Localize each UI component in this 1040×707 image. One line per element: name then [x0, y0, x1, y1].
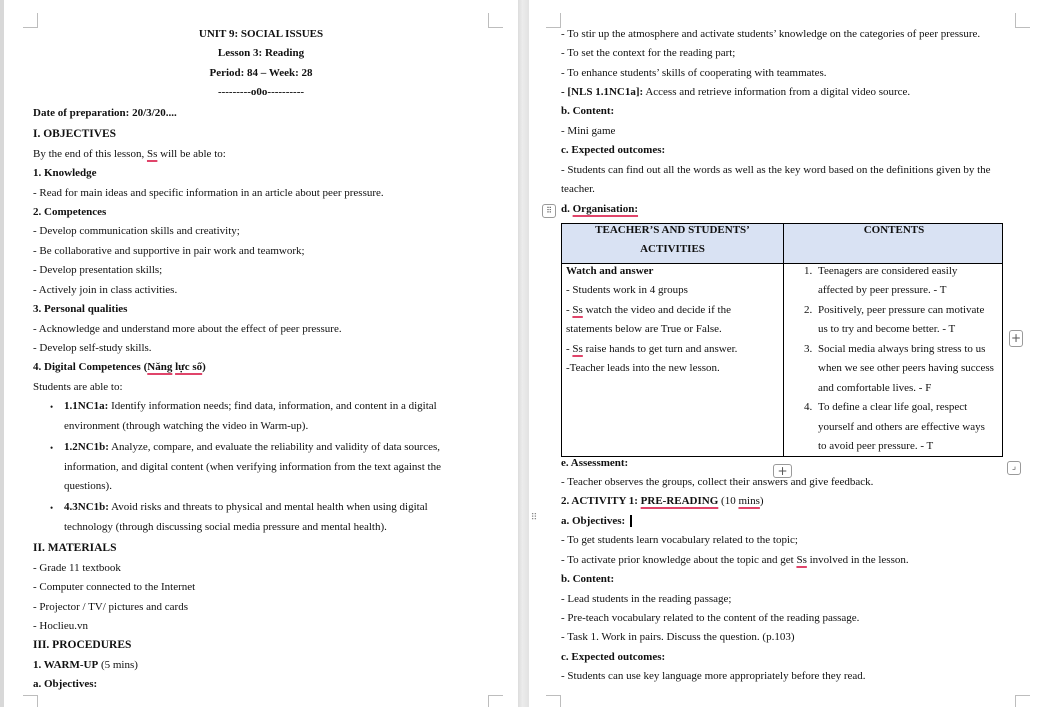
competence-item: - Develop presentation skills;	[33, 264, 163, 276]
statement-text: when we see other peers having success	[818, 362, 994, 374]
objectives-intro: By the end of this lesson, Ss will be able to:	[33, 148, 226, 160]
crop-mark-top-right	[488, 13, 503, 28]
crop-mark-bottom-left	[23, 695, 38, 707]
date-of-preparation: Date of preparation: 20/3/20....	[33, 107, 177, 119]
dc-item-line: information, and digital content (when verifying information from the text against the	[64, 461, 441, 473]
dc-item-line: 1.2NC1b: Analyze, compare, and evaluate the reliability and validity of data sources,	[64, 441, 441, 453]
material-item: - Computer connected to the Internet	[33, 581, 196, 593]
crop-mark-bottom-right	[488, 695, 503, 707]
material-item: - Grade 11 textbook	[33, 562, 121, 574]
statement-text: Teenagers are considered easily	[818, 265, 958, 277]
crop-mark-bottom-left	[546, 695, 561, 707]
table-move-handle[interactable]: ⠿	[542, 204, 556, 218]
separator: ---------o0o----------	[217, 86, 305, 98]
statement-text: affected by peer pressure. - T	[818, 284, 947, 296]
table-resize-handle[interactable]: ⌟	[1007, 461, 1021, 475]
competence-item: - Be collaborative and supportive in pair work and teamwork;	[33, 245, 305, 257]
knowledge-item: - Read for main ideas and specific information in an article about peer pressure.	[33, 187, 384, 199]
spelling-flag[interactable]: Ss	[572, 304, 583, 316]
section-procedures: III. PROCEDURES	[33, 639, 132, 651]
statement-number: 3.	[804, 343, 813, 355]
activity-title: Watch and answer	[566, 265, 654, 277]
document-page-left[interactable]	[4, 0, 518, 707]
crop-mark-top-right	[1015, 13, 1030, 28]
digital-competences-heading: 4. Digital Competences (Năng lực số)	[33, 361, 206, 373]
column-divider[interactable]	[783, 224, 784, 456]
dc-item-line: 1.1NC1a: Identify information needs; find data, information, and content in a digital	[64, 400, 437, 412]
statement-text: yourself and others are effective ways	[818, 421, 985, 433]
period-info: Period: 84 – Week: 28	[209, 67, 313, 79]
competence-item: - Develop communication skills and creativity;	[33, 225, 240, 237]
objectives-heading: a. Objectives:	[33, 678, 98, 690]
statement-number: 2.	[804, 304, 813, 316]
statement-number: 4.	[804, 401, 813, 413]
dc-item-line: technology (through discussing social media pressure and mental health).	[64, 521, 387, 533]
header-contents: CONTENTS	[863, 224, 925, 236]
digital-competences-intro: Students are able to:	[33, 381, 123, 393]
objective-item: - To enhance students’ skills of cooperating with teammates.	[561, 67, 827, 79]
objective-item: - To stir up the atmosphere and activate students’ knowledge on the categories of peer pressure.	[561, 28, 981, 40]
text-cursor	[630, 515, 632, 527]
crop-mark-top-left	[23, 13, 38, 28]
knowledge-heading: 1. Knowledge	[33, 167, 97, 179]
statement-text: to avoid peer pressure. - T	[818, 440, 934, 452]
statement-text: and comfortable lives. - F	[818, 382, 932, 394]
organisation-heading: d. Organisation:	[561, 203, 639, 215]
crop-mark-bottom-right	[1015, 695, 1030, 707]
spelling-flag[interactable]: Ss	[146, 148, 158, 160]
activity1-heading: 2. ACTIVITY 1: PRE-READING (10 mins)	[561, 495, 764, 507]
outcomes-heading: c. Expected outcomes:	[561, 651, 666, 663]
section-objectives: I. OBJECTIVES	[33, 128, 117, 140]
activity-step: - Ss raise hands to get turn and answer.	[566, 343, 738, 355]
spelling-flag[interactable]: mins	[738, 495, 760, 507]
objective-item: - To get students learn vocabulary related to the topic;	[561, 534, 798, 546]
competences-heading: 2. Competences	[33, 206, 107, 218]
crop-mark-top-left	[546, 13, 561, 28]
objective-item: - [NLS 1.1NC1a]: Access and retrieve information from a digital video source.	[561, 86, 911, 98]
header-activities: ACTIVITIES	[640, 243, 705, 255]
spelling-flag[interactable]: Ss	[572, 343, 583, 355]
activity-step: - Ss watch the video and decide if the	[566, 304, 731, 316]
section-materials: II. MATERIALS	[33, 542, 117, 554]
organisation-table[interactable]	[561, 223, 1003, 457]
activity-step: statements below are True or False.	[566, 323, 722, 335]
activity-step: - Students work in 4 groups	[566, 284, 688, 296]
header-teacher-students: TEACHER’S AND STUDENTS’	[595, 224, 750, 236]
assessment-item: - Teacher observes the groups, collect their answers and give feedback.	[561, 476, 874, 488]
content-heading: b. Content:	[561, 105, 615, 117]
add-row-button[interactable]: +	[773, 464, 792, 478]
content-item: - Task 1. Work in pairs. Discuss the question. (p.103)	[561, 631, 795, 643]
assessment-heading: e. Assessment:	[561, 457, 629, 469]
bullet-icon: •	[50, 503, 54, 513]
page-gutter	[518, 0, 529, 707]
spelling-flag[interactable]: PRE-READING	[640, 495, 719, 507]
statement-text: Positively, peer pressure can motivate	[818, 304, 985, 316]
objectives-heading: a. Objectives:	[561, 515, 626, 527]
personal-quality-item: - Develop self-study skills.	[33, 342, 152, 354]
content-item: - Mini game	[561, 125, 616, 137]
material-item: - Projector / TV/ pictures and cards	[33, 601, 188, 613]
drag-grip-icon[interactable]: ⠿	[529, 515, 541, 537]
competence-item: - Actively join in class activities.	[33, 284, 178, 296]
outcome-item: - Students can use key language more appropriately before they read.	[561, 670, 866, 682]
lesson-title: Lesson 3: Reading	[217, 47, 305, 59]
statement-text: To define a clear life goal, respect	[818, 401, 968, 413]
spelling-flag[interactable]: lực số	[175, 361, 203, 373]
statement-number: 1.	[804, 265, 813, 277]
personal-qualities-heading: 3. Personal qualities	[33, 303, 128, 315]
content-item: - Pre-teach vocabulary related to the content of the reading passage.	[561, 612, 860, 624]
material-item: - Hoclieu.vn	[33, 620, 88, 632]
objective-item: - To activate prior knowledge about the topic and get Ss involved in the lesson.	[561, 554, 909, 566]
personal-quality-item: - Acknowledge and understand more about the effect of peer pressure.	[33, 323, 342, 335]
bullet-icon: •	[50, 443, 54, 453]
unit-title: UNIT 9: SOCIAL ISSUES	[198, 28, 324, 40]
activity-step: -Teacher leads into the new lesson.	[566, 362, 720, 374]
content-heading: b. Content:	[561, 573, 615, 585]
spelling-flag[interactable]: Ss	[796, 554, 807, 566]
statement-text: Social media always bring stress to us	[818, 343, 986, 355]
spelling-flag[interactable]: Organisation:	[572, 203, 639, 215]
outcome-item: - Students can find out all the words as well as the key word based on the definitions given by the	[561, 164, 991, 176]
spelling-flag[interactable]: Năng	[147, 361, 173, 373]
dc-item-line: questions).	[64, 480, 112, 492]
outcomes-heading: c. Expected outcomes:	[561, 144, 666, 156]
dc-item-line: 4.3NC1b: Avoid risks and threats to physical and mental health when using digital	[64, 501, 428, 513]
objective-item: - To set the context for the reading part;	[561, 47, 736, 59]
bullet-icon: •	[50, 402, 54, 412]
statement-text: us to try and become better. - T	[818, 323, 956, 335]
add-column-button[interactable]: +	[1010, 331, 1022, 345]
content-item: - Lead students in the reading passage;	[561, 593, 732, 605]
warmup-heading: 1. WARM-UP (5 mins)	[33, 659, 138, 671]
document-page-right[interactable]	[529, 0, 1040, 707]
dc-item-line: environment (through watching the video in Warm-up).	[64, 420, 309, 432]
outcome-item: teacher.	[561, 183, 595, 195]
